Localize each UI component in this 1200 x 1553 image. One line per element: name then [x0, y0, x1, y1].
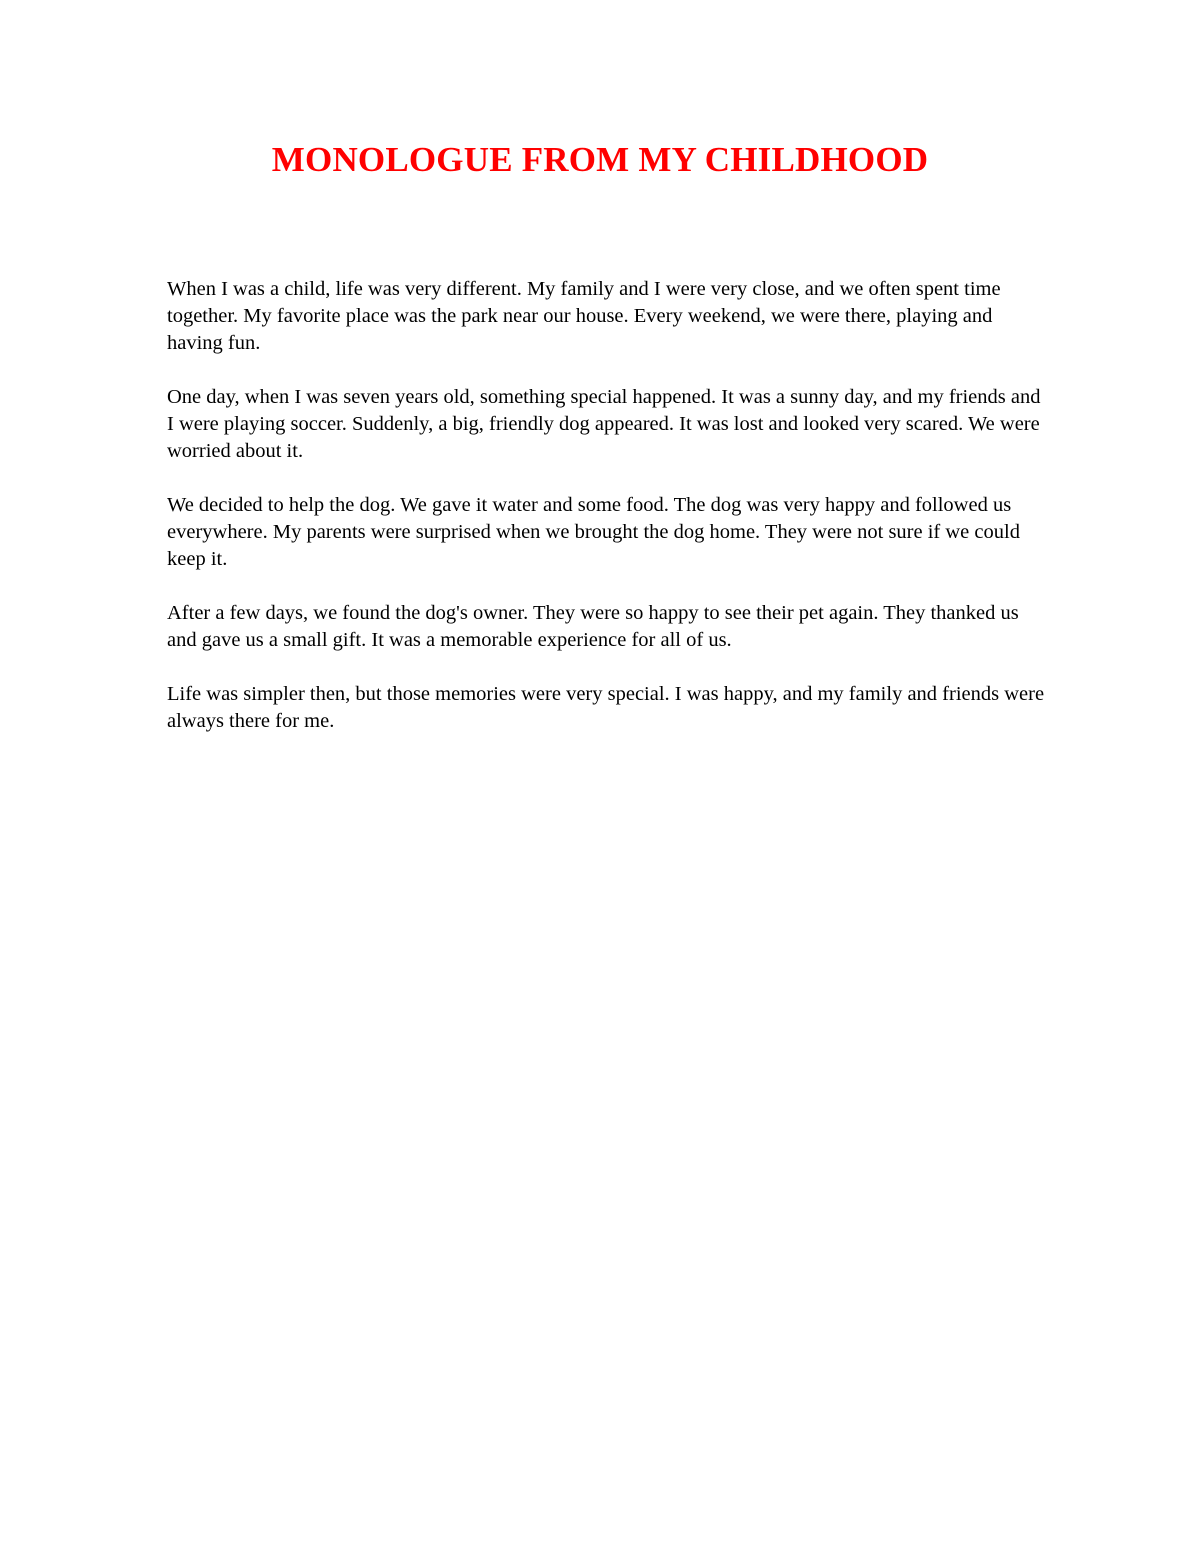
paragraph-2: One day, when I was seven years old, something special happened. It was a sunny day, and my friends and I were playing soccer. Suddenly, a big, friendly dog appeared. It was lost and looked very scared. We were worried about it. — [167, 386, 1041, 462]
paragraph-1: When I was a child, life was very different. My family and I were very close, and we often spent time together. My favorite place was the park near our house. Every weekend, we were there, playing and having fun. — [167, 278, 1001, 354]
document-body — [167, 276, 1047, 762]
document-title: MONOLOGUE FROM MY CHILDHOOD — [271, 140, 929, 179]
paragraph-3: We decided to help the dog. We gave it water and some food. The dog was very happy and followed us everywhere. My parents were surprised when we brought the dog home. They were not sure if we could keep it. — [167, 494, 1020, 570]
paragraph-5: Life was simpler then, but those memories were very special. I was happy, and my family and friends were always there for me. — [167, 683, 1045, 732]
paragraph-4: After a few days, we found the dog's owner. They were so happy to see their pet again. They thanked us and gave us a small gift. It was a memorable experience for all of us. — [167, 602, 1019, 651]
